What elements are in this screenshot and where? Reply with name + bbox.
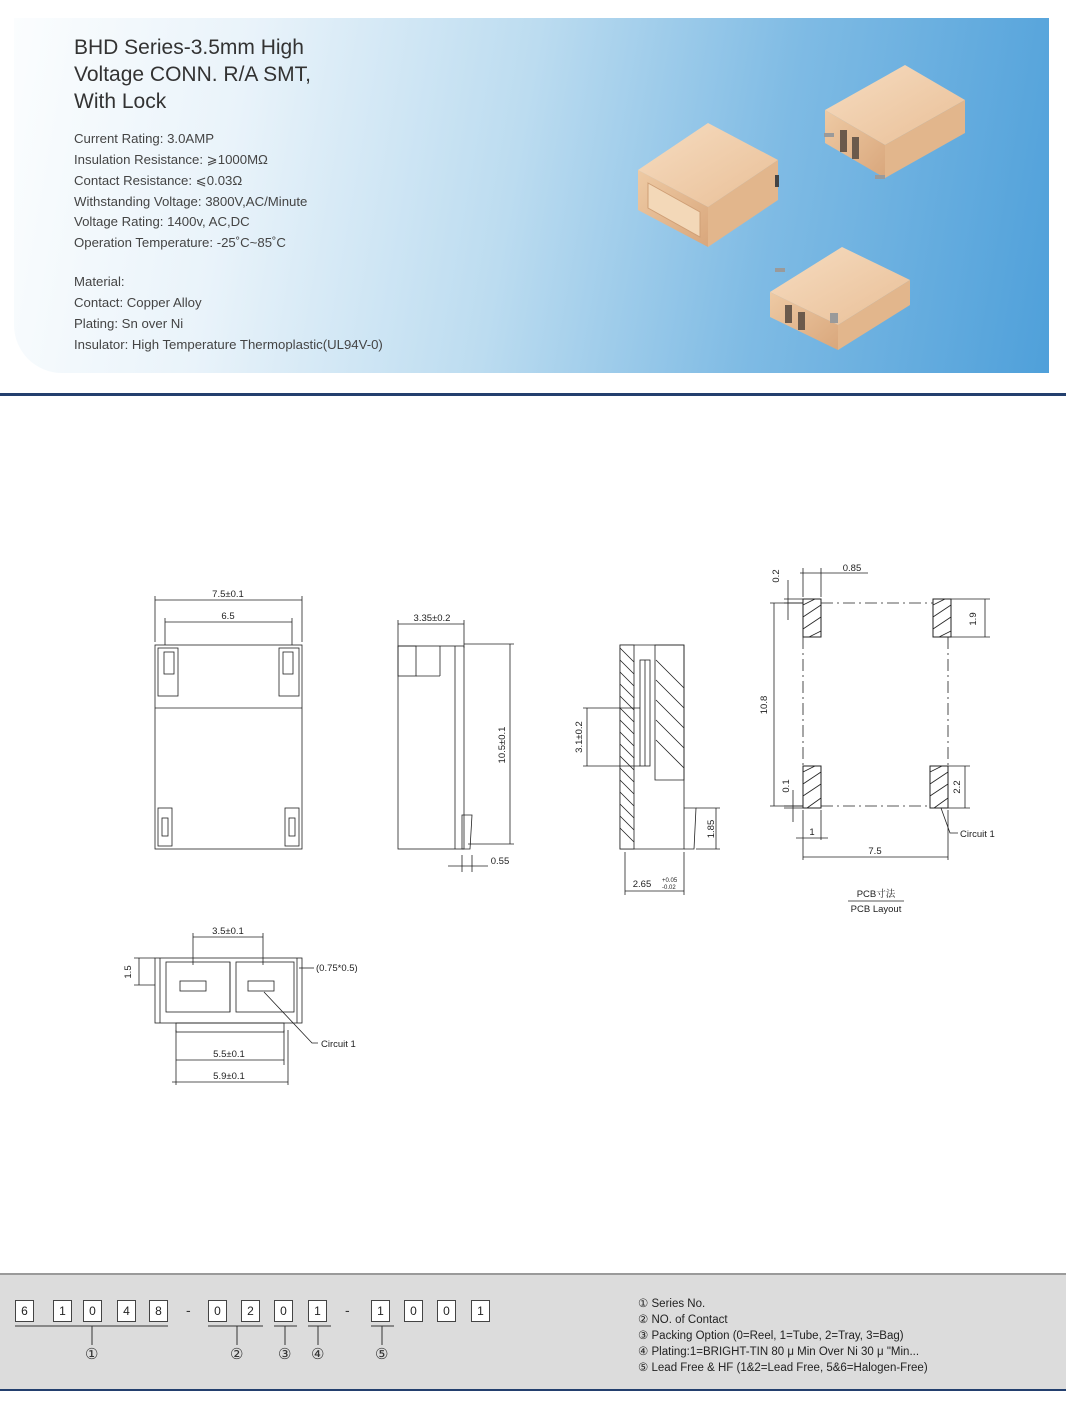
pn-digit-4: 4 xyxy=(117,1300,136,1322)
bottom-dim-inner: 5.5±0.1 xyxy=(213,1049,245,1060)
pn-marker-5: ⑤ xyxy=(375,1346,389,1363)
pcb-dim-pad-width: 0.85 xyxy=(842,563,862,574)
technical-drawings xyxy=(0,540,1066,1100)
front-view xyxy=(155,589,302,849)
section-dim-pin: 3.1±0.2 xyxy=(574,721,585,753)
pn-marker-2: ② xyxy=(230,1346,244,1363)
bottom-dim-pin-note: (0.75*0.5) xyxy=(316,963,358,974)
part-number-band xyxy=(0,1273,1066,1391)
bottom-view xyxy=(123,926,358,1085)
bottom-circuit-label: Circuit 1 xyxy=(321,1039,356,1050)
pn-digit-12: 0 xyxy=(437,1300,456,1322)
spec-contact-resistance: Contact Resistance: ⩽0.03Ω xyxy=(74,173,243,188)
front-dim-overall: 7.5±0.1 xyxy=(212,589,244,600)
section-dim-base: 2.65 xyxy=(632,879,652,890)
pcb-dim-width: 7.5 xyxy=(868,846,882,857)
legend-series: ① Series No. xyxy=(638,1298,706,1310)
pn-digit-11: 0 xyxy=(404,1300,423,1322)
spec-insulation-resistance: Insulation Resistance: ⩾1000MΩ xyxy=(74,152,268,167)
spec-current-rating: Current Rating: 3.0AMP xyxy=(74,131,214,146)
pcb-caption-en: PCB Layout xyxy=(850,904,902,915)
pn-digit-1: 6 xyxy=(15,1300,34,1322)
pcb-dim-top-gap: 0.2 xyxy=(771,569,782,583)
pn-digit-3: 0 xyxy=(83,1300,102,1322)
pn-marker-1: ① xyxy=(85,1346,99,1363)
pn-marker-3: ③ xyxy=(278,1346,292,1363)
pcb-circuit-label: Circuit 1 xyxy=(960,829,995,840)
spec-voltage-rating: Voltage Rating: 1400v, AC,DC xyxy=(74,214,250,229)
front-dim-inner: 6.5 xyxy=(221,611,235,622)
title-line-3: With Lock xyxy=(74,90,167,113)
bottom-dim-side: 1.5 xyxy=(123,965,134,979)
spec-operation-temperature: Operation Temperature: -25˚C~85˚C xyxy=(74,235,286,250)
legend-lead-free: ⑤ Lead Free & HF (1&2=Lead Free, 5&6=Halogen-Free) xyxy=(638,1362,928,1374)
material-contact: Contact: Copper Alloy xyxy=(74,295,202,310)
material-plating: Plating: Sn over Ni xyxy=(74,316,184,331)
pn-marker-4: ④ xyxy=(311,1346,325,1363)
pn-connector-lines xyxy=(0,1275,520,1393)
spec-withstanding-voltage: Withstanding Voltage: 3800V,AC/Minute xyxy=(74,194,308,209)
connector-photo-bottom xyxy=(770,247,910,350)
product-photos xyxy=(620,55,1020,355)
section-view xyxy=(574,645,720,895)
pn-digit-7: 2 xyxy=(241,1300,260,1322)
pn-digit-13: 1 xyxy=(471,1300,490,1322)
section-dim-base-tol-lower: -0.02 xyxy=(662,885,676,891)
side-dim-depth: 3.35±0.2 xyxy=(413,613,451,624)
pn-separator-2: - xyxy=(345,1302,350,1318)
material-insulator: Insulator: High Temperature Thermoplastic(UL94V-0) xyxy=(74,337,383,352)
side-dim-height: 10.5±0.1 xyxy=(497,726,508,764)
side-view xyxy=(398,613,514,872)
pcb-dim-pad-offset: 0.1 xyxy=(781,779,792,793)
material-heading: Material: xyxy=(74,274,125,289)
pcb-layout xyxy=(759,563,995,915)
pcb-dim-pad-height-bottom: 2.2 xyxy=(952,780,963,794)
pn-digit-8: 0 xyxy=(274,1300,293,1322)
legend-plating: ④ Plating:1=BRIGHT-TIN 80 μ Min Over Ni 30 μ "Min... xyxy=(638,1346,920,1358)
legend-contacts: ② NO. of Contact xyxy=(638,1314,728,1326)
pn-digit-9: 1 xyxy=(308,1300,327,1322)
page-title xyxy=(74,34,394,115)
pcb-dim-height: 10.8 xyxy=(759,695,770,715)
bottom-dim-outer: 5.9±0.1 xyxy=(213,1071,245,1082)
section-dim-base-tol-upper: +0.05 xyxy=(662,878,678,884)
pn-digit-10: 1 xyxy=(371,1300,390,1322)
pcb-dim-left: 1 xyxy=(809,827,815,838)
connector-photo-left xyxy=(638,123,779,247)
header-divider xyxy=(0,393,1066,396)
side-dim-lead: 0.55 xyxy=(490,856,510,867)
legend-packing: ③ Packing Option (0=Reel, 1=Tube, 2=Tray, 3=Bag) xyxy=(638,1330,904,1342)
title-line-1: BHD Series-3.5mm High xyxy=(74,36,304,59)
pn-digit-5: 8 xyxy=(149,1300,168,1322)
pcb-dim-pad-height-top: 1.9 xyxy=(968,612,979,626)
bottom-dim-pitch: 3.5±0.1 xyxy=(212,926,244,937)
pn-digit-6: 0 xyxy=(208,1300,227,1322)
section-dim-foot: 1.85 xyxy=(706,819,717,839)
pn-separator-1: - xyxy=(186,1302,191,1318)
pcb-caption-cn: PCB寸法 xyxy=(856,889,896,900)
pn-digit-2: 1 xyxy=(53,1300,72,1322)
connector-photo-top-right xyxy=(824,65,965,179)
title-line-2: Voltage CONN. R/A SMT, xyxy=(74,63,311,86)
